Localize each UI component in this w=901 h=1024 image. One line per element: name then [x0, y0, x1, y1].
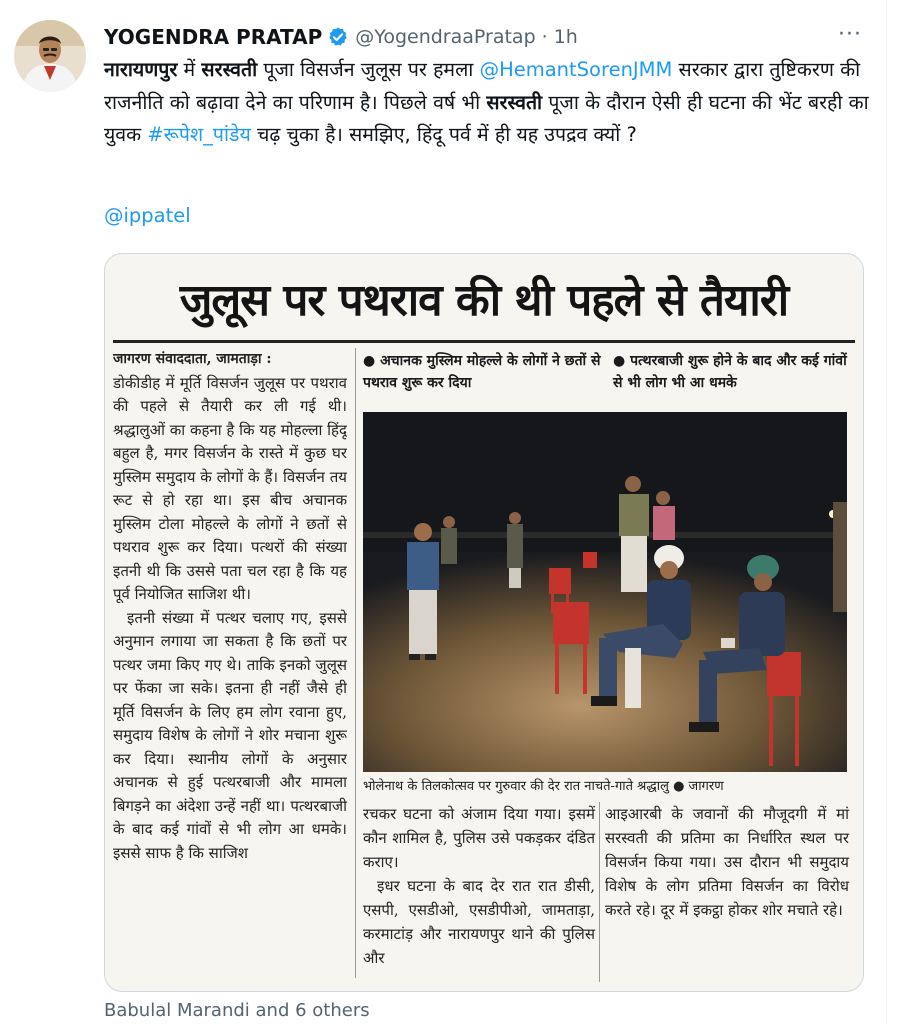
- tweet-header: [104, 22, 872, 52]
- clipping-column-3: [605, 802, 849, 922]
- author-handle[interactable]: @YogendraaPratap: [355, 26, 536, 48]
- separator-dot: ·: [541, 26, 548, 48]
- column-divider: [355, 348, 356, 978]
- clipping-highlight-2: ● पत्थरबाजी शुरू होने के बाद और कई गांवों से भी लोग भी आ धमके: [613, 353, 847, 391]
- tagged-users[interactable]: Babulal Marandi and 6 others: [104, 1000, 370, 1021]
- clipping-headline: जुलूस पर पथराव की थी पहले से तैयारी: [179, 275, 789, 326]
- clipping-paragraph: इतनी संख्या में पत्थर चलाए गए, इससे अनुमान लगाया जा सकता है कि छतों पर पत्थर जमा किए गए थे। ताकि इनको जुलूस पर फेंका जा सके। इतना ही नहीं जैसे ही मूर्ति विसर्जन के लिए हम लोग रवाना हुए, समुदाय विशेष के लोगों ने शोर मचाना शुरू कर दिया। स्थानीय लोगों के अनुसार अचानक से हुई पत्थरबाजी और मामला बिगड़ने का अंदेशा उन्हें नहीं था। पत्थरबाजी के बाद कई गांवों से भी लोग आ धमके। इससे साफ है कि साजिश: [113, 608, 347, 862]
- tweet-text-segment: चढ़ चुका है। समझिए, हिंदू पर्व में ही यह उपद्रव क्यों ?: [250, 123, 637, 146]
- tweet-text-bold: सरस्वती: [201, 58, 258, 81]
- tweet-text-bold: सरस्वती: [486, 90, 543, 114]
- attached-image-card[interactable]: [104, 253, 864, 992]
- clipping-paragraph: रचकर घटना को अंजाम दिया गया। इसमें कौन शामिल है, पुलिस उसे पकड़कर दंडित कराए।: [363, 805, 595, 871]
- author-name[interactable]: YOGENDRA PRATAP: [104, 25, 323, 49]
- clipping-paragraph: आइआरबी के जवानों की मौजूदगी में मां सरस्वती की प्रतिमा का निर्धारित स्थल पर विसर्जन किया गया। उस दौरान भी समुदाय विशेष के लोग प्रतिमा विसर्जन का विरोध करते रहे। दूर में इकट्ठा होकर शोर मचाते रहे।: [605, 805, 849, 919]
- hashtag-link[interactable]: #रूपेश_पांडेय: [147, 123, 251, 146]
- mention-link-ippatel[interactable]: @ippatel: [104, 204, 191, 227]
- verified-badge-icon: [327, 26, 349, 48]
- tweet-text-segment: सरकार द्वारा तुष्टिकरण की राजनीति को बढ़ावा देने का परिणाम है। पिछले वर्ष भी: [104, 58, 861, 114]
- tweet-text: [104, 54, 874, 152]
- timestamp[interactable]: 1h: [553, 26, 578, 48]
- column-divider: [599, 802, 600, 982]
- photo-caption: भोलेनाथ के तिलकोत्सव पर गुरुवार की देर रात नाचते-गाते श्रद्धालु ● जागरण: [363, 779, 724, 794]
- headline-divider: [113, 340, 855, 343]
- clipping-paragraph: इधर घटना के बाद देर रात रात डीसी, एसपी, एसडीओ, एसडीपीओ, जामताड़ा, करमाटांड़ और नारायणपुर थाने की पुलिस और: [363, 877, 595, 967]
- avatar[interactable]: [14, 20, 86, 92]
- tweet-text-segment: पूजा के दौरान ऐसी ही घटना की भेंट बरही का युवक: [104, 90, 869, 146]
- clipping-column-2: [363, 802, 595, 970]
- tweet-text-segment: में: [177, 58, 202, 81]
- clipping-column-1: [113, 348, 347, 978]
- clipping-paragraph: डोकीडीह में मूर्ति विसर्जन जुलूस पर पथराव की पहले से तैयारी कर ली गई थी। श्रद्धालुओं का कहना है कि यह मोहल्ला हिंदू बहुल है, मगर विसर्जन के रास्ते में कुछ घर मुस्लिम समुदाय के लोगों के हैं। विसर्जन तय रूट से हो रहा था। इस बीच अचानक मुस्लिम टोला मोहल्ले के लोगों ने छतों से पथराव शुरू कर दिया। पत्थरों की संख्या इतनी थी कि उससे पता चल रहा है कि यह पूर्व नियोजित साजिश थी।: [113, 373, 347, 603]
- more-options-icon[interactable]: ···: [838, 22, 862, 47]
- tweet-text-bold: नारायणपुर: [104, 58, 178, 81]
- tweet-text-segment: पूजा विसर्जन जुलूस पर हमला: [257, 58, 480, 81]
- clipping-byline: जागरण संवाददाता, जामताड़ा :: [113, 351, 272, 367]
- mention-link-hemant[interactable]: @HemantSorenJMM: [479, 58, 673, 81]
- avatar-portrait: [14, 20, 86, 92]
- night-scene-illustration: [363, 412, 847, 772]
- clipping-highlight-1: ● अचानक मुस्लिम मोहल्ले के लोगों ने छतों से पथराव शुरू कर दिया: [363, 353, 601, 391]
- clipping-photo: [363, 412, 847, 772]
